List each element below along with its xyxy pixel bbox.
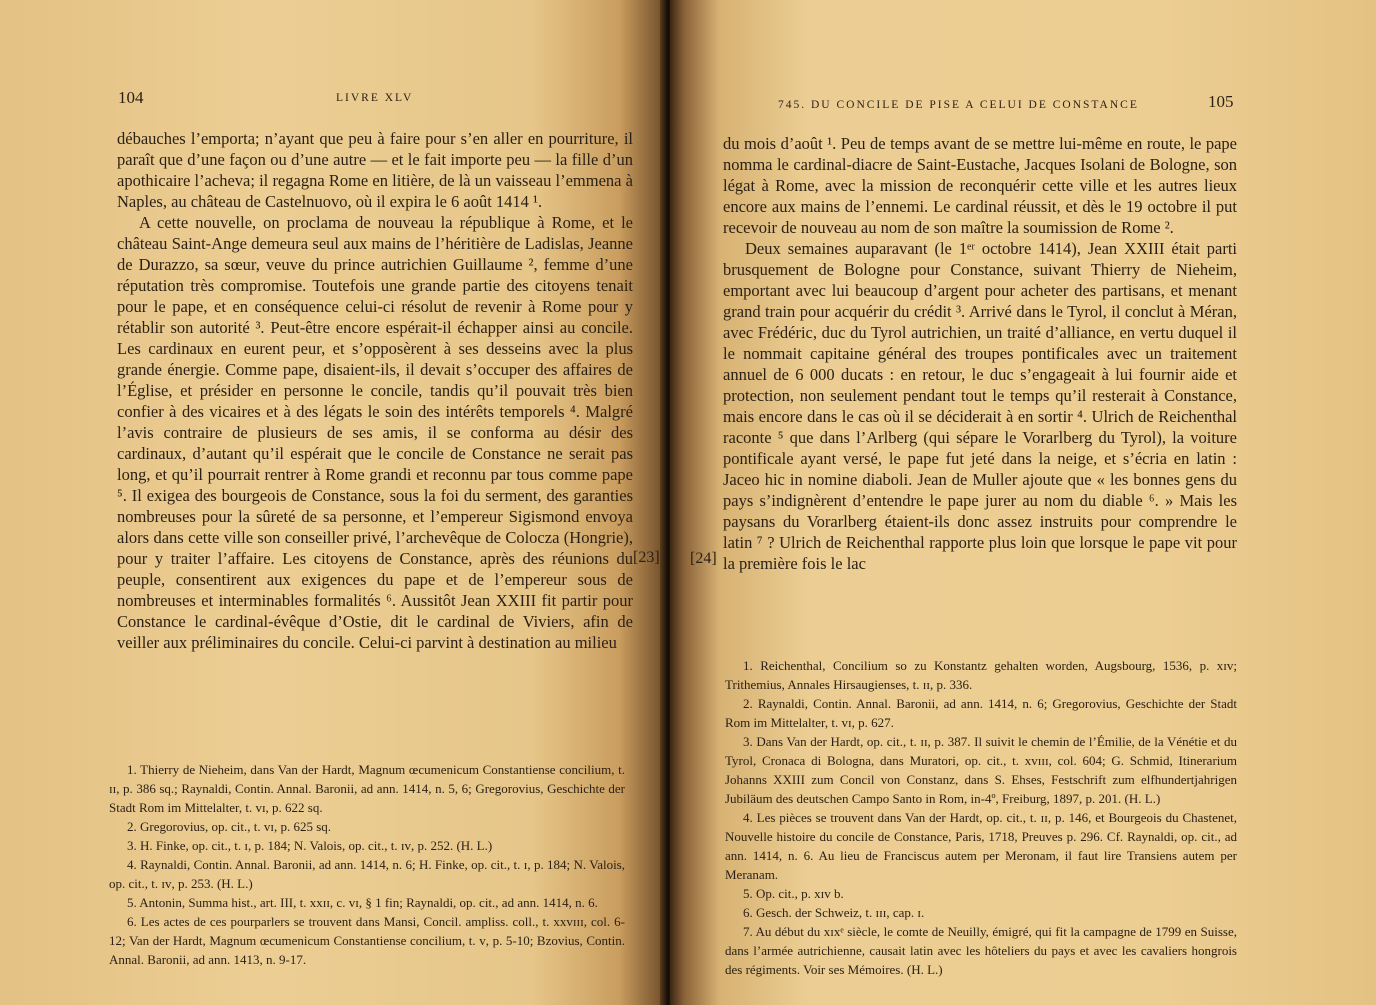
left-footnote-2: 2. Gregorovius, op. cit., t. ᴠɪ, p. 625 sq. [127,819,332,834]
left-footnote-4: 4. Raynaldi, Contin. Annal. Baronii, ad ann. 1414, n. 6; H. Finke, op. cit., t. ɪ, p. 184; N. Valois, op. cit., t. ɪᴠ, p. 253. (H. L.) [109,857,625,891]
left-paragraph-2: A cette nouvelle, on proclama de nouveau la république à Rome, et le château Saint-Ange demeura seul aux mains de l’héritière de Ladislas, Jeanne de Durazzo, sa sœur, veuve du prince autrichien Guillaume ², femme d’une réputation très compromise. Toutefois une grande partie des citoyens tenait pour le pape, et en conséquence celui-ci résolut de revenir à Rome pour y rétablir son autorité ³. Peut-être encore espérait-il échapper ainsi au concile. Les cardinaux en eurent peur, et s’opposèrent à ses desseins avec la plus grande énergie. Comme pape, disaient-ils, il devait s’occuper des affaires de l’Église, et présider en personne le concile, tandis qu’il pouvait très bien confier à des vicaires et à des légats le soin des intérêts temporels ⁴. Malgré l’avis contraire de plusieurs de ses amis, il se conforma au désir des cardinaux, d’autant qu’il espérait que le concile de Constance ne serait pas long, et qu’il pourrait rentrer à Rome grandi et reconnu par tous comme pape ⁵. Il exigea des bourgeois de Constance, sous la foi du serment, des garanties nombreuses pour la sûreté de sa personne, et l’empereur Sigismond envoya alors dans cette ville son conseiller privé, l’archevêque de Colocza (Hongrie), pour y traiter l’affaire. Les citoyens de Constance, après des réunions du peuple, consentirent aux exigences du pape et de l’empereur sous de nombreuses et interminables formalités ⁶. Aussitôt Jean XXIII fit partir pour Constance le cardinal-évêque d’Ostie, dit le cardinal de Viviers, afin de veiller aux préliminaires du concile. Celui-ci parvint à destination au milieu [117,213,633,652]
right-paragraph-1: du mois d’août ¹. Peu de temps avant de se mettre lui-même en route, le pape nomma le cardinal-diacre de Saint-Eustache, Jacques Isolani de Bologne, son légat à Rome, avec la mission de reconquérir cette ville et les autres lieux encore aux mains de l’ennemi. Le cardinal réussit, et dès le 19 octobre il put recevoir de nouveau au nom de son maître la soumission de Rome ². [723,134,1237,237]
left-footnote-1: 1. Thierry de Nieheim, dans Van der Hardt, Magnum œcumenicum Constantiense concilium, t. ɪɪ, p. 386 sq.; Raynaldi, Contin. Annal. Baronii, ad ann. 1414, n. 5, 6; Gregorovius, Geschichte der Stadt Rom im Mittelalter, t. ᴠɪ, p. 622 sq. [109,762,625,815]
left-page-number: 104 [118,88,144,107]
left-footnotes [109,760,625,969]
right-footnote-6: 6. Gesch. der Schweiz, t. ɪɪɪ, cap. ɪ. [743,905,925,920]
right-footnote-5: 5. Op. cit., p. xɪᴠ b. [743,886,844,901]
right-footnote-4: 4. Les pièces se trouvent dans Van der Hardt, op. cit., t. ɪɪ, p. 146, et Bourgeois du Chastenet, Nouvelle histoire du concile de Constance, Paris, 1718, Preuves p. 296. Cf. Raynaldi, op. cit., ad ann. 1414, n. 6. Au lieu de Franciscus autem per Meronam, il faut lire Transiens autem per Meranam. [725,810,1237,882]
right-margin-marker: [24] [690,550,717,567]
left-footnote-6: 6. Les actes de ces pourparlers se trouvent dans Mansi, Concil. ampliss. coll., t. xxᴠɪɪɪ, col. 6-12; Van der Hardt, Magnum œcumenicum Constantiense concilium, t. ᴠ, p. 5-10; Bzovius, Contin. Annal. Baronii, ad ann. 1413, n. 9-17. [109,914,625,967]
left-page [0,0,666,1005]
right-running-head: 745. DU CONCILE DE PISE A CELUI DE CONSTANCE [778,99,1139,111]
left-footnote-3: 3. H. Finke, op. cit., t. ɪ, p. 184; N. Valois, op. cit., t. ɪᴠ, p. 252. (H. L.) [127,838,493,853]
right-footnotes [725,656,1237,979]
left-paragraph-1: débauches l’emporta; n’ayant que peu à faire pour s’en aller en pourriture, il paraît que d’une façon ou d’une autre — et le fait importe peu — la fille d’un apothicaire l’acheva; il regagna Rome en litière, de là un vaisseau l’emmena à Naples, au château de Castelnuovo, où il expira le 6 août 1414 ¹. [117,129,633,211]
left-footnote-5: 5. Antonin, Summa hist., art. III, t. xxɪɪ, c. ᴠɪ, § 1 fin; Raynaldi, op. cit., ad ann. 1414, n. 6. [127,895,598,910]
right-footnote-2: 2. Raynaldi, Contin. Annal. Baronii, ad ann. 1414, n. 6; Gregorovius, Geschichte der Stadt Rom im Mittelalter, t. ᴠɪ, p. 627. [725,696,1237,730]
left-body-text [117,128,633,653]
right-body-text [723,133,1237,574]
right-footnote-7: 7. Au début du xɪxᵉ siècle, le comte de Neuilly, émigré, qui fit la campagne de 1799 en Suisse, dans l’armée autrichienne, causait latin avec les hôteliers du pays et avec les cavaliers hongrois des régiments. Voir ses Mémoires. (H. L.) [725,924,1237,977]
left-margin-marker: [23] [633,549,660,566]
right-footnote-1: 1. Reichenthal, Concilium so zu Konstantz gehalten worden, Augsbourg, 1536, p. xɪᴠ; Trithemius, Annales Hirsaugienses, t. ɪɪ, p. 336. [725,658,1237,692]
right-paragraph-2: Deux semaines auparavant (le 1ᵉʳ octobre 1414), Jean XXIII était parti brusquement de Bologne pour Constance, suivant Thierry de Nieheim, emportant avec lui beaucoup d’argent pour acheter des partisans, et menant grand train pour acquérir du crédit ³. Arrivé dans le Tyrol, il conclut à Méran, avec Frédéric, duc du Tyrol autrichien, un traité d’alliance, en vertu duquel il le nommait capitaine général des troupes pontificales avec un traitement annuel de 6 000 ducats : en retour, le duc s’engageait à lui fournir aide et protection, non seulement pendant tout le temps qu’il resterait à Constance, mais encore dans le cas où il se déciderait à en sortir ⁴. Ulrich de Reichenthal raconte ⁵ que dans l’Arlberg (qui sépare le Vorarlberg du Tyrol), la voiture pontificale ayant versé, le pape fut jeté dans la neige, et s’écria en latin : Jaceo hic in nomine diaboli. Jean de Muller ajoute que « les bonnes gens du pays s’indignèrent d’entendre le pape jurer au nom du diable ⁶. » Mais les paysans du Vorarlberg étaient-ils donc assez instruits pour comprendre le latin ⁷ ? Ulrich de Reichenthal rapporte plus loin que lorsque le pape vit pour la première fois le lac [723,239,1237,573]
right-footnote-3: 3. Dans Van der Hardt, op. cit., t. ɪɪ, p. 387. Il suivit le chemin de l’Émilie, de la Vénétie et du Tyrol, Cronaca di Bologna, dans Muratori, op. cit., t. xᴠɪɪɪ, col. 604; G. Schmid, Itinerarium Johanns XXIII zum Concil von Constanz, dans S. Ehses, Festschrift zum elfhundertjahrigen Jubiläum des deutschen Campo Santo in Rom, in-4º, Freiburg, 1897, p. 201. (H. L.) [725,734,1237,806]
left-running-head: LIVRE XLV [336,92,414,104]
right-page-number: 105 [1208,92,1234,111]
right-page [670,0,1376,1005]
